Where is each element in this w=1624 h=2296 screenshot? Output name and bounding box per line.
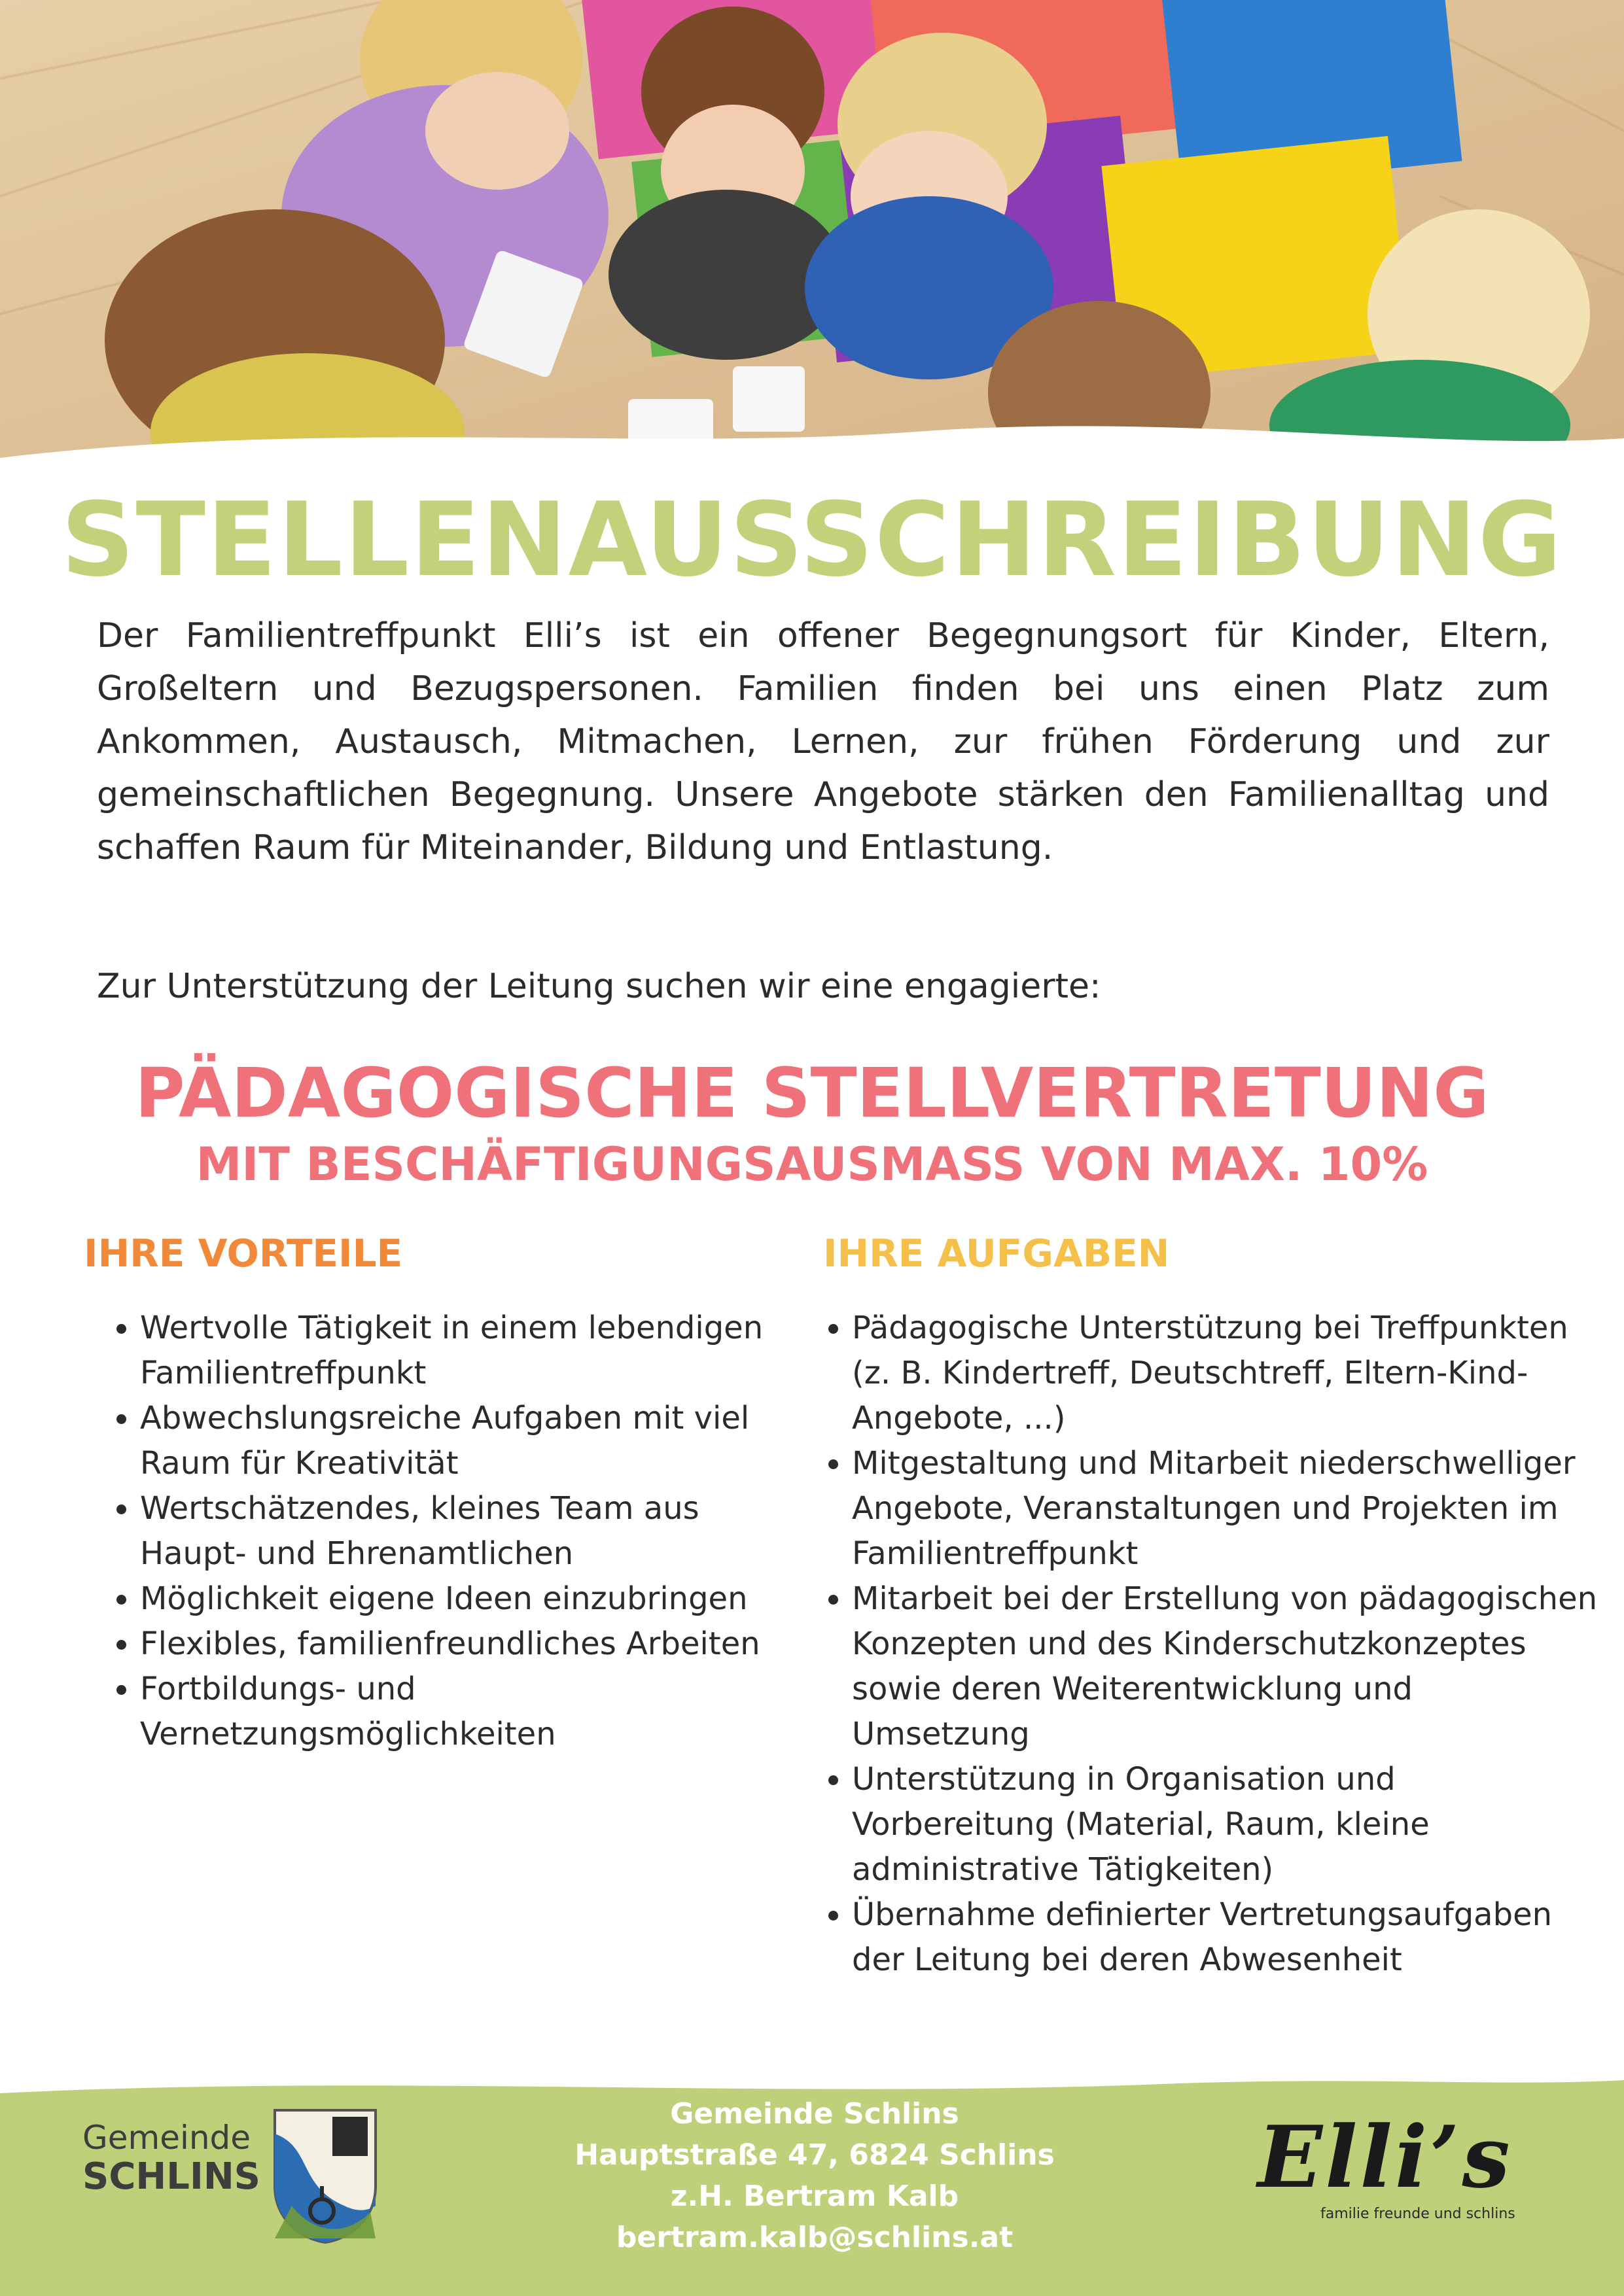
page-title: STELLENAUSSCHREIBUNG [61, 480, 1563, 599]
hero-photo [0, 0, 1624, 471]
list-item: • Wertvolle Tätigkeit in einem lebendigen Familientreffpunkt [140, 1306, 794, 1396]
aufgaben-list [796, 1306, 1598, 1983]
list-item: • Pädagogische Unterstützung bei Treffpunkten (z. B. Kindertreff, Deutschtreff, Eltern-Kind-Angebote, ...) [852, 1306, 1598, 1441]
list-item: • Mitarbeit bei der Erstellung von pädagogischen Konzepten und des Kinderschutzkonzeptes sowie deren Weiterentwicklung und Umsetzung [852, 1576, 1598, 1757]
vorteile-heading: IHRE VORTEILE [84, 1231, 403, 1276]
coat-of-arms-icon [272, 2108, 378, 2245]
list-item: • Wertschätzendes, kleines Team aus Haupt- und Ehrenamtlichen [140, 1486, 794, 1576]
list-item: • Unterstützung in Organisation und Vorbereitung (Material, Raum, kleine administrative Tätigkeiten) [852, 1757, 1598, 1892]
list-item: • Mitgestaltung und Mitarbeit niederschwelliger Angebote, Veranstaltungen und Projekten im Familientreffpunkt [852, 1441, 1598, 1576]
list-item: • Möglichkeit eigene Ideen einzubringen [140, 1576, 794, 1622]
lead-text: Zur Unterstützung der Leitung suchen wir eine engagierte: [97, 967, 1101, 1006]
contact-address: Hauptstraße 47, 6824 Schlins [574, 2138, 1055, 2172]
ellis-logo-text: Elli’s [1258, 2107, 1513, 2207]
hero-illustration [0, 0, 1624, 471]
intro-paragraph: Der Familientreffpunkt Elli’s ist ein offener Begegnungsort für Kinder, Eltern, Großeltern und Bezugspersonen. Familien finden bei uns einen Platz zum Ankommen, Austausch, Mitmachen, Lernen, zur frühen Förderung und zur gemeinschaftlichen Begegnung. Unsere Angebote stärken den Familienalltag und schaffen Raum für Miteinander, Bildung und Entlastung. [97, 616, 1549, 867]
list-item: • Übernahme definierter Vertretungsaufgaben der Leitung bei deren Abwesenheit [852, 1892, 1598, 1983]
gemeinde-line1: Gemeinde [82, 2119, 251, 2157]
list-item: • Flexibles, familienfreundliches Arbeiten [140, 1622, 794, 1667]
ellis-tagline: familie freunde und schlins [1320, 2206, 1515, 2222]
contact-org: Gemeinde Schlins [670, 2097, 959, 2131]
list-item: • Abwechslungsreiche Aufgaben mit viel Raum für Kreativität [140, 1396, 794, 1486]
list-item: • Fortbildungs- und Vernetzungsmöglichkeiten [140, 1667, 794, 1757]
contact-email[interactable]: bertram.kalb@schlins.at [616, 2221, 1014, 2254]
job-title: PÄDAGOGISCHE STELLVERTRETUNG [135, 1053, 1489, 1133]
contact-block [458, 2093, 1171, 2258]
gemeinde-line2: SCHLINS [82, 2155, 261, 2198]
contact-person: z.H. Bertram Kalb [670, 2180, 959, 2213]
vorteile-list [84, 1306, 794, 1757]
gemeinde-logo-text [82, 2118, 260, 2197]
aufgaben-heading: IHRE AUFGABEN [823, 1231, 1170, 1276]
job-subtitle: MIT BESCHÄFTIGUNGSAUSMASS VON MAX. 10% [196, 1138, 1428, 1191]
